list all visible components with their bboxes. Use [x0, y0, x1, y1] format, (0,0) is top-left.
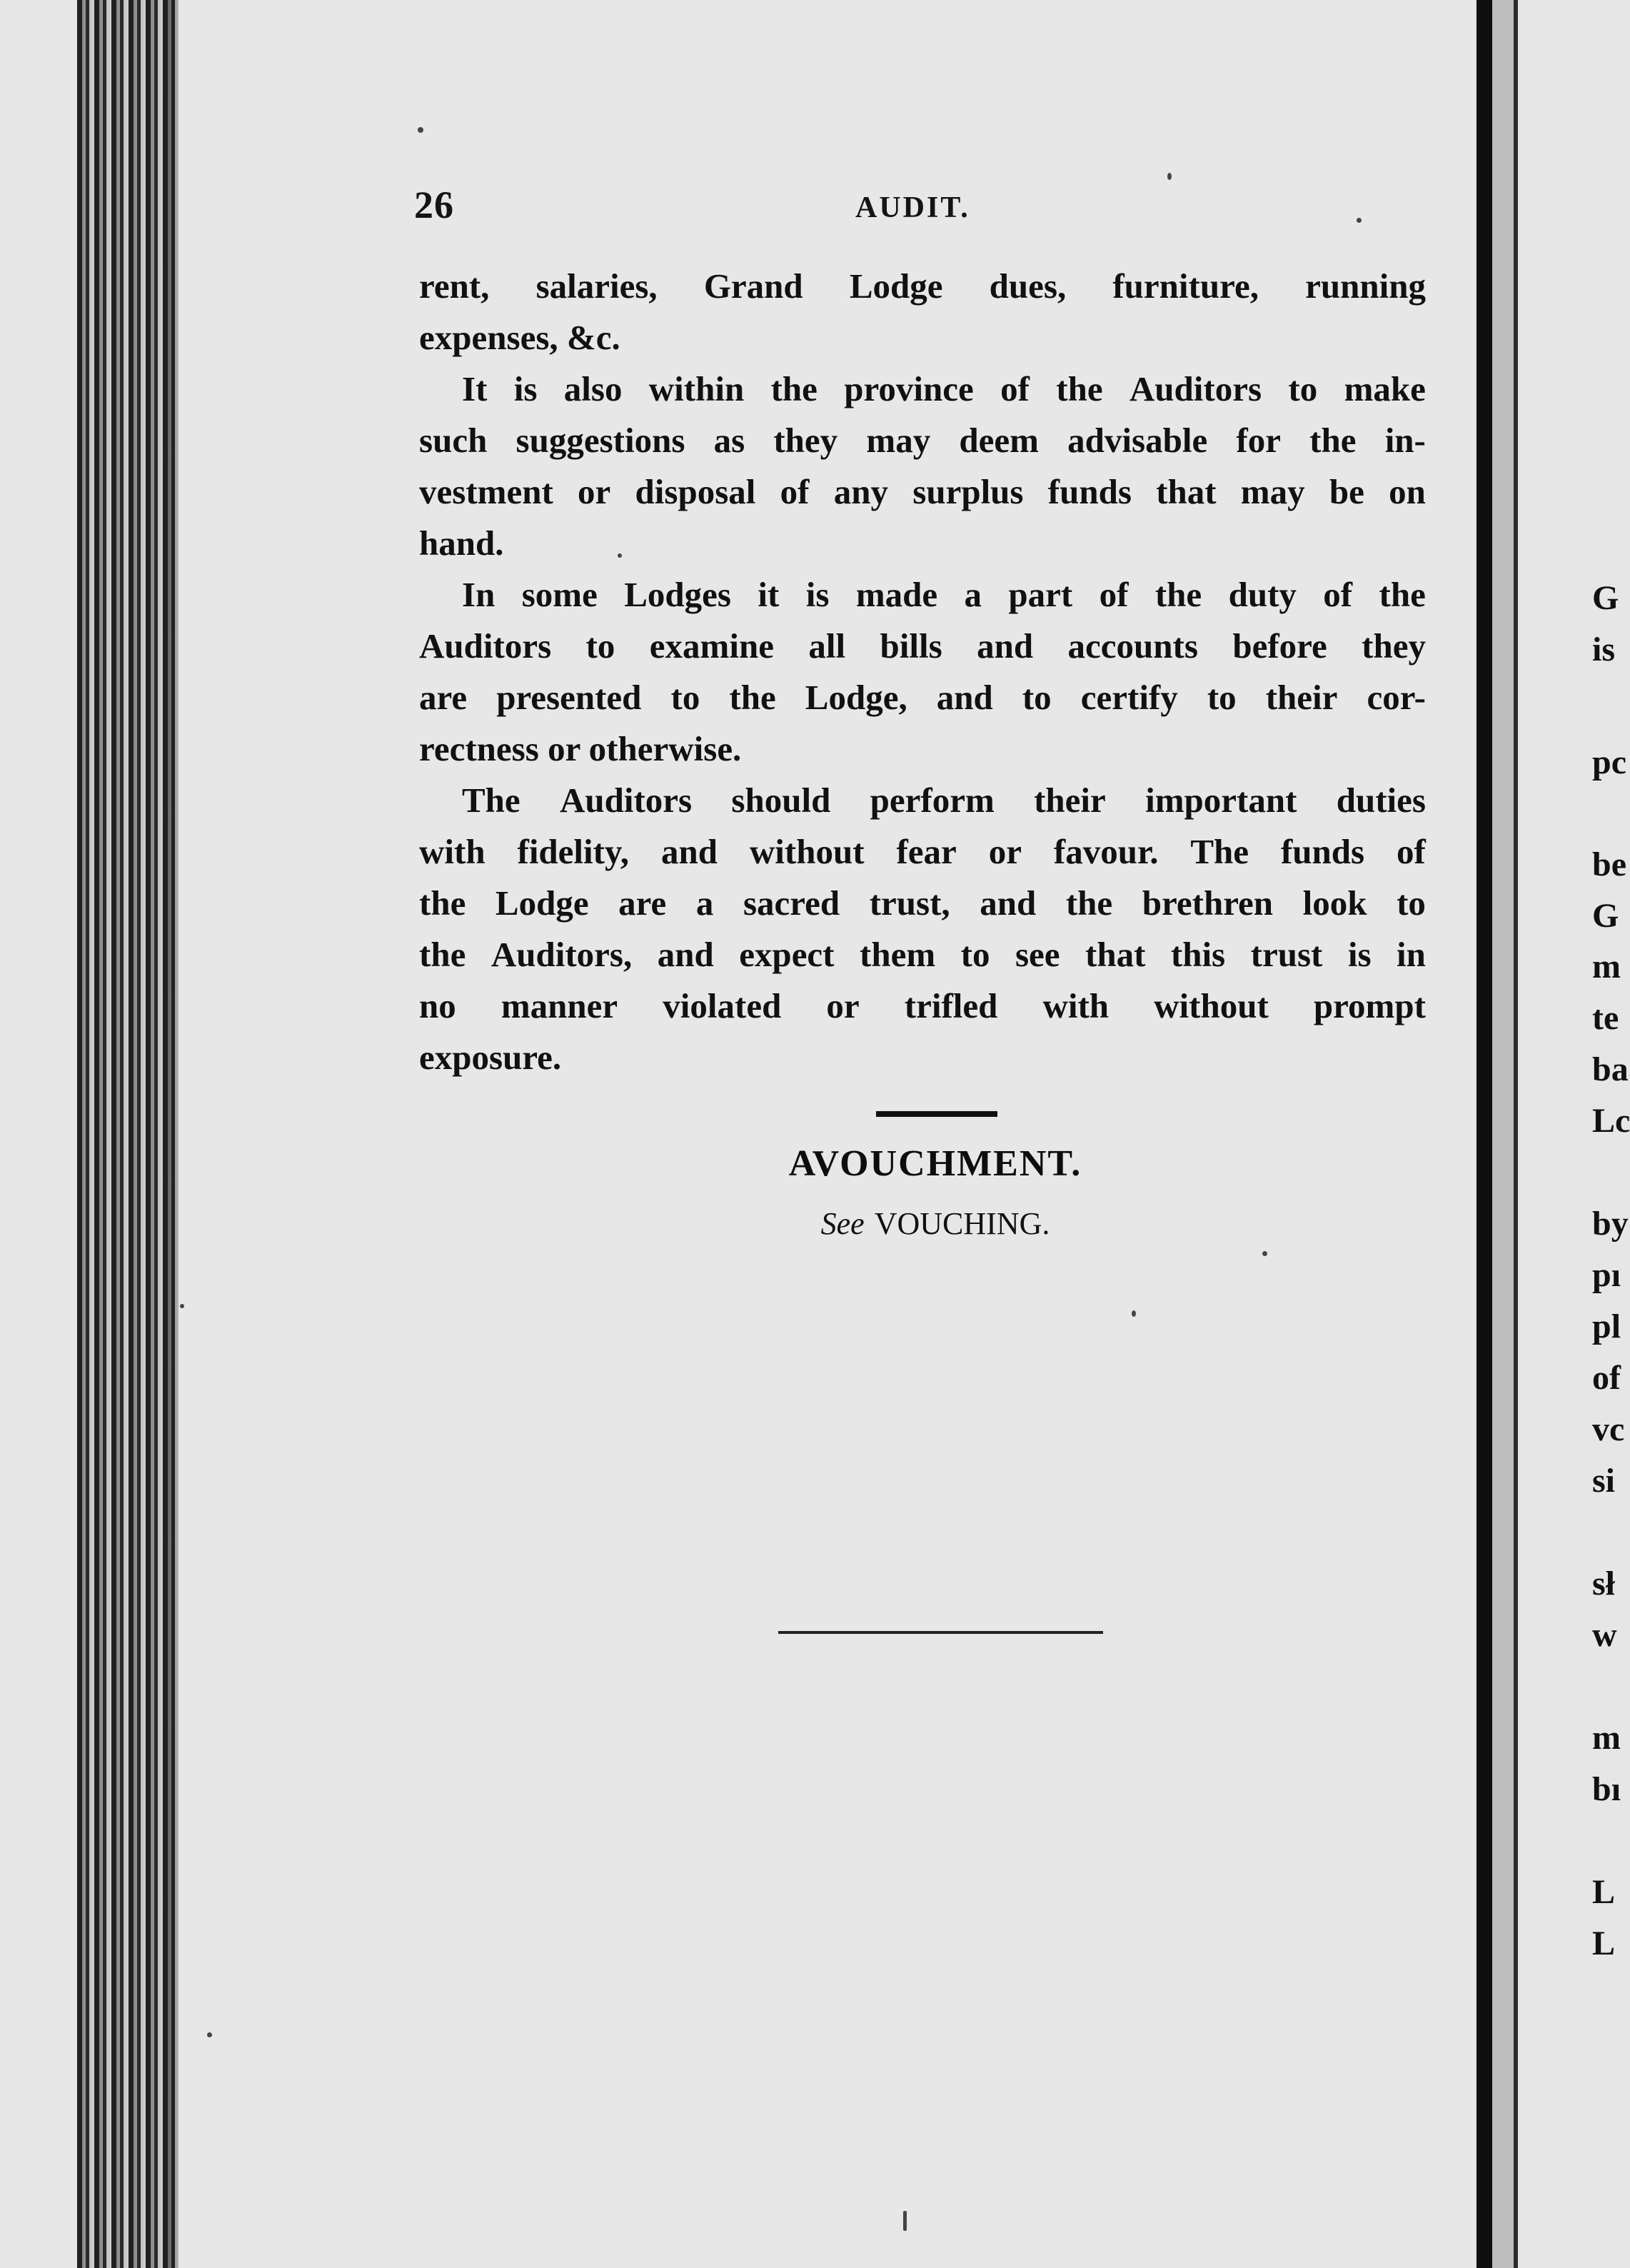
- text-word: to: [585, 626, 615, 666]
- text-word: also: [563, 369, 623, 408]
- text-word: salaries,: [535, 266, 658, 306]
- scan-speck: [1132, 1310, 1136, 1317]
- text-word: this: [1170, 935, 1226, 974]
- facing-page-fragment: m: [1592, 948, 1621, 985]
- text-word: accounts: [1067, 626, 1198, 666]
- text-word: any: [833, 472, 888, 511]
- end-rule: [778, 1631, 1103, 1634]
- running-title: AUDIT.: [855, 191, 970, 224]
- text-word: a: [695, 883, 714, 923]
- text-word: with: [1042, 986, 1110, 1025]
- text-word: vestment: [419, 472, 553, 511]
- text-word: funds: [1280, 832, 1365, 871]
- text-word: The: [462, 781, 520, 820]
- text-word: they: [773, 421, 838, 460]
- text-word: surplus: [912, 472, 1024, 511]
- text-word: presented: [496, 678, 642, 717]
- text-word: within: [648, 369, 745, 408]
- text-word: brethren: [1142, 883, 1274, 923]
- text-word: or: [988, 832, 1022, 871]
- text-word: rent,: [419, 266, 490, 306]
- text-word: be: [1329, 472, 1364, 511]
- text-word: all: [808, 626, 846, 666]
- text-word: to: [670, 678, 700, 717]
- text-word: trust: [1250, 935, 1323, 974]
- text-word: duty: [1228, 575, 1297, 614]
- text-word: fear: [896, 832, 957, 871]
- text-word: Lodge,: [805, 678, 907, 717]
- text-word: Lodge: [495, 883, 589, 923]
- text-word: cor-: [1367, 678, 1426, 717]
- text-word: Auditors,: [490, 935, 633, 974]
- text-word: dues,: [989, 266, 1067, 306]
- reference-word: VOUCHING.: [874, 1206, 1050, 1241]
- text-word: and: [936, 678, 993, 717]
- text-word: for: [1236, 421, 1281, 460]
- text-word: and: [657, 935, 714, 974]
- scan-speck: [180, 1304, 184, 1308]
- facing-page-fragment: ba: [1592, 1050, 1629, 1088]
- facing-page-fragment: L: [1592, 1873, 1616, 1911]
- text-word: duties: [1336, 781, 1426, 820]
- scan-speck: [1357, 218, 1362, 223]
- text-word: and: [660, 832, 718, 871]
- text-word: may: [1240, 472, 1305, 511]
- text-word: the: [419, 935, 466, 974]
- see-label: See: [820, 1206, 865, 1241]
- facing-page-fragment: by: [1592, 1205, 1629, 1243]
- text-word: the: [770, 369, 817, 408]
- text-word: deem: [959, 421, 1039, 460]
- text-word: suggestions: [515, 421, 685, 460]
- facing-page-fragment: te: [1592, 999, 1619, 1037]
- facing-page-fragment: pı: [1592, 1256, 1621, 1294]
- facing-page-fragment: m: [1592, 1719, 1621, 1757]
- text-line: [419, 261, 1426, 312]
- text-word: Lodges: [624, 575, 732, 614]
- text-word: of: [1099, 575, 1129, 614]
- text-word: the: [1056, 369, 1103, 408]
- text-word: It: [462, 369, 488, 408]
- text-word: the: [1379, 575, 1426, 614]
- scan-speck: [903, 2211, 907, 2231]
- text-word: trust,: [869, 883, 950, 923]
- text-word: or: [826, 986, 860, 1025]
- text-line: [419, 363, 1426, 415]
- text-word: no: [419, 986, 456, 1025]
- text-word: perform: [870, 781, 995, 820]
- text-word: part: [1008, 575, 1073, 614]
- gutter-gap: [1492, 0, 1514, 2268]
- text-word: the: [1154, 575, 1202, 614]
- text-word: that: [1085, 935, 1146, 974]
- text-word: should: [731, 781, 831, 820]
- scan-speck: [418, 127, 423, 133]
- facing-page-fragment: G: [1592, 579, 1619, 617]
- facing-page-fragment: si: [1592, 1462, 1616, 1500]
- text-word: is: [513, 369, 538, 408]
- facing-page-fragment: bı: [1592, 1770, 1621, 1808]
- page-number: 26: [414, 184, 454, 226]
- text-line: [419, 723, 1426, 775]
- text-line: [419, 518, 1426, 569]
- scan-speck: [1262, 1251, 1267, 1256]
- facing-page-fragment: sł: [1592, 1565, 1616, 1602]
- text-word: that: [1156, 472, 1217, 511]
- text-word: and: [980, 883, 1037, 923]
- text-word: is: [1347, 935, 1372, 974]
- text-word: their: [1034, 781, 1106, 820]
- text-line: [419, 878, 1426, 929]
- text-word: Grand: [703, 266, 803, 306]
- text-line: [419, 466, 1426, 518]
- text-word: is: [805, 575, 830, 614]
- scan-speck: [618, 553, 622, 558]
- text-word: trifled: [904, 986, 998, 1025]
- facing-page-fragment: be: [1592, 846, 1626, 883]
- text-word: as: [713, 421, 745, 460]
- text-word: disposal: [635, 472, 756, 511]
- text-word: exposure.: [419, 1038, 562, 1077]
- facing-page-fragment: pc: [1592, 743, 1626, 781]
- text-word: without: [749, 832, 865, 871]
- text-word: examine: [649, 626, 774, 666]
- text-word: Auditors: [559, 781, 693, 820]
- text-word: the: [1309, 421, 1357, 460]
- text-word: of: [1000, 369, 1030, 408]
- text-word: manner: [500, 986, 618, 1025]
- text-word: Auditors: [419, 626, 552, 666]
- text-word: running: [1305, 266, 1426, 306]
- facing-page-fragment: pl: [1592, 1308, 1621, 1345]
- text-word: favour.: [1053, 832, 1159, 871]
- scan-speck: [207, 2032, 212, 2037]
- text-line: [419, 621, 1426, 672]
- text-line: [419, 929, 1426, 980]
- facing-page-text-fragments: [1592, 0, 1630, 2268]
- text-word: are: [618, 883, 667, 923]
- text-word: made: [855, 575, 938, 614]
- body-text: [419, 261, 1426, 1083]
- gutter-dark-strip: [1476, 0, 1492, 2268]
- text-word: the: [419, 883, 466, 923]
- text-line: [419, 1032, 1426, 1083]
- facing-page-fragment: is: [1592, 631, 1616, 668]
- text-line: [419, 312, 1426, 363]
- text-word: on: [1389, 472, 1426, 511]
- text-word: certify: [1080, 678, 1178, 717]
- text-word: rectness or otherwise.: [419, 729, 742, 768]
- text-word: in-: [1384, 421, 1426, 460]
- section-divider: [876, 1111, 997, 1117]
- text-word: sacred: [743, 883, 840, 923]
- text-word: with: [419, 832, 486, 871]
- text-word: Lodge: [849, 266, 943, 306]
- text-word: important: [1145, 781, 1297, 820]
- facing-page-fragment: L: [1592, 1925, 1616, 1962]
- text-word: funds: [1047, 472, 1132, 511]
- text-word: The: [1190, 832, 1249, 871]
- text-line: [419, 980, 1426, 1032]
- text-word: to: [960, 935, 990, 974]
- text-word: the: [1065, 883, 1113, 923]
- text-word: prompt: [1313, 986, 1426, 1025]
- text-line: [419, 569, 1426, 621]
- facing-page-fragment: G: [1592, 897, 1619, 935]
- text-word: their: [1265, 678, 1338, 717]
- text-word: of: [780, 472, 810, 511]
- text-word: in: [1397, 935, 1426, 974]
- text-line: [419, 672, 1426, 723]
- text-word: make: [1344, 369, 1426, 408]
- text-word: without: [1154, 986, 1269, 1025]
- text-word: to: [1288, 369, 1318, 408]
- scan-speck: [1167, 173, 1172, 180]
- text-word: expenses, &c.: [419, 318, 620, 357]
- text-word: hand.: [419, 523, 504, 563]
- text-word: Auditors: [1129, 369, 1262, 408]
- text-word: of: [1323, 575, 1353, 614]
- text-word: are: [419, 678, 468, 717]
- text-word: fidelity,: [517, 832, 630, 871]
- facing-page-fragment: of: [1592, 1359, 1621, 1397]
- running-head: [414, 183, 1435, 233]
- text-word: may: [866, 421, 931, 460]
- text-word: and: [977, 626, 1034, 666]
- text-word: some: [521, 575, 598, 614]
- text-word: province: [844, 369, 974, 408]
- text-word: such: [419, 421, 488, 460]
- text-word: to: [1397, 883, 1426, 923]
- text-line: [419, 826, 1426, 878]
- text-word: bills: [880, 626, 942, 666]
- text-word: see: [1015, 935, 1060, 974]
- text-word: advisable: [1067, 421, 1208, 460]
- text-word: furniture,: [1112, 266, 1259, 306]
- text-word: to: [1207, 678, 1237, 717]
- text-word: it: [758, 575, 780, 614]
- text-word: look: [1302, 883, 1367, 923]
- text-line: [419, 775, 1426, 826]
- text-word: them: [860, 935, 936, 974]
- text-word: violated: [663, 986, 782, 1025]
- text-word: or: [578, 472, 611, 511]
- text-word: the: [729, 678, 776, 717]
- text-word: to: [1022, 678, 1052, 717]
- text-word: a: [964, 575, 982, 614]
- text-word: they: [1362, 626, 1426, 666]
- entry-reference: [757, 1205, 1114, 1242]
- facing-page-fragment: vc: [1592, 1410, 1625, 1448]
- text-word: In: [462, 575, 495, 614]
- text-line: [419, 415, 1426, 466]
- entry-heading: AVOUCHMENT.: [788, 1143, 1082, 1184]
- text-word: expect: [739, 935, 835, 974]
- facing-page-fragment: Lc: [1592, 1102, 1630, 1140]
- facing-page-fragment: w: [1592, 1616, 1617, 1654]
- text-word: before: [1232, 626, 1327, 666]
- text-word: of: [1397, 832, 1426, 871]
